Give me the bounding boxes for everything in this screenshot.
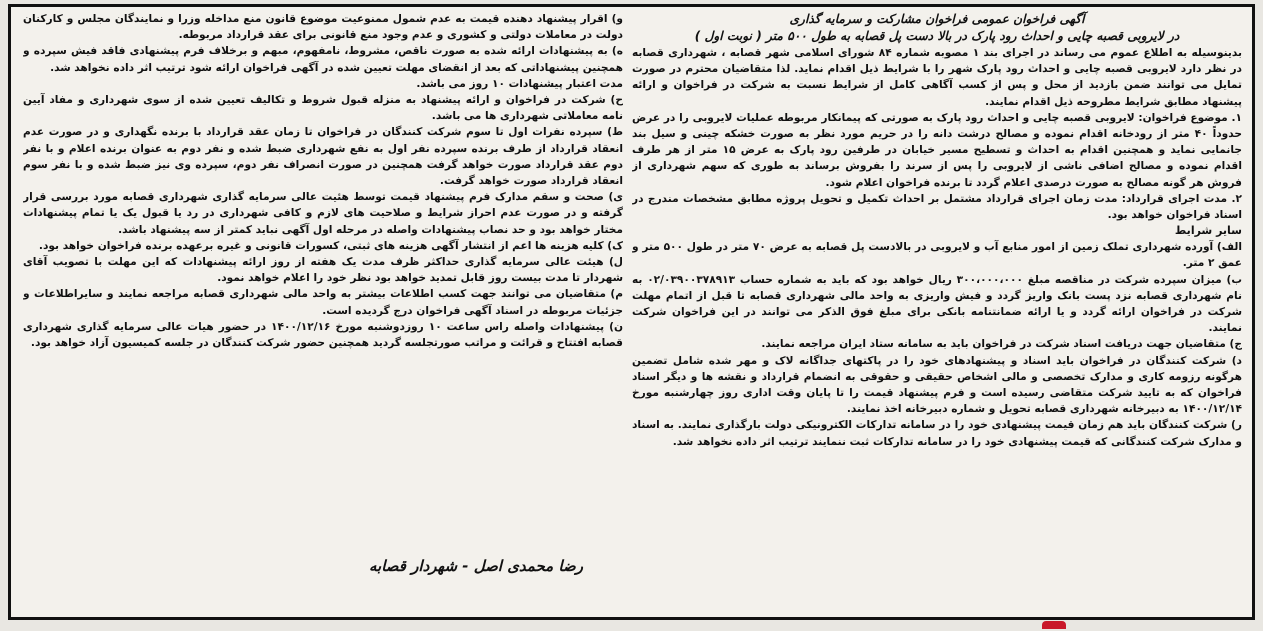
condition-item: ک) کلیه هزینه ها اعم از انتشار آگهی هزینه های ثبتی، کسورات قانونی و غیره برعهده برنده فراخوان خواهد بود. [38,239,623,252]
condition-item: ی) صحت و سقم مدارک فرم پیشنهاد قیمت توسط هئیت عالی سرمایه گذاری شهرداری قصابه مورد بررسی قرار گرفته و در صورت عدم احراز شرایط و صلاحیت های لازم و کافی شهرداری در رد یا قبول یک یا تمام پیشنهادات مختار خواهد بود و حد نصاب پیشنهادات واصله در مرحله اول آگهی نباید کمتر از سه پیشنهاد باشد. [23,191,623,236]
condition-item: ط) سپرده نفرات اول تا سوم شرکت کنندگان در فراخوان تا زمان عقد قرارداد با برنده نگهداری و در صورت عدم انعقاد قرارداد از طرف برنده سپرده نفر اول به نفع شهرداری ضبط شده و نفر دوم به عنوان برنده اعلام و با نفر دوم عقد قرارداد صورت خواهد گرفت همچنین در صورت انصراف نفر دوم، سپرده وی نیز ضبط شده و با نفر سوم انعقاد قرارداد صورت خواهد گرفت. [23,126,623,188]
condition-item: ب) میزان سپرده شرکت در مناقصه مبلغ ۳۰۰،۰۰۰،۰۰۰ ریال خواهد بود که باید به شماره حساب ۰۲/۰۳۹۰۰۳۷۸۹۱۳ به نام شهرداری قصابه نزد پست بانک واریز گردد و فیش واریزی به واحد مالی شهرداری قصابه تا قبل از اتمام مهلت شرکت در فراخوان ارائه گردد و یا ارائه ضمانتنامه بانکی برای مبلغ فوق الذکر می توانند در این فراخوان شرکت نمایند. [632,273,1242,335]
condition-item: الف) آورده شهرداری تملک زمین از امور منابع آب و لایروبی در بالادست پل قصابه به عرض ۷۰ متر در طول ۵۰۰ متر و عمق ۲ متر. [632,241,1242,270]
mayor-signature: رضا محمدی اصل - شهردار قصابه [369,557,583,575]
conditions-heading: سایر شرایط [1174,224,1242,238]
validity-line: مدت اعتبار پیشنهادات ۱۰ روز می باشد. [416,77,623,90]
condition-item: ج) متقاضیان جهت دریافت اسناد شرکت در فراخوان باید به سامانه ستاد ایران مراجعه نمایند. [761,338,1242,351]
footer-mark [1042,621,1066,629]
intro-paragraph: بدینوسیله به اطلاع عموم می رساند در اجرای بند ۱ مصوبه شماره ۸۴ شورای اسلامی شهر قصابه ، شهرداری قصابه در نظر دارد لایروبی قصبه چایی و احداث رود پارک شهر را با شرایط ذیل اقدام نماید. لذا متقاضیان محترم در صورت تمایل می توانند ضمن بازدید از محل و پس از کسب آگاهی کامل از شرایط نسبت به شرکت در فراخوان و ارائه پیشنهاد مطابق شرایط مطروحه ذیل اقدام نمایند. [632,47,1242,108]
tender-notice [8,4,1255,620]
condition-item: ن) پیشنهادات واصله راس ساعت ۱۰ روزدوشنبه مورخ ۱۴۰۰/۱۲/۱۶ در حضور هیات عالی سرمایه گذاری شهرداری قصابه افتتاح و قرائت و مراتب صورتجلسه گردید همچنین حضور شرکت کنندگان در جلسه کمیسیون آزاد خواهد بود. [23,320,623,350]
left-column [23,11,623,613]
notice-subtitle: در لایروبی قصبه چایی و احداث رود پارک در بالا دست پل قصابه به طول ۵۰۰ متر ( نوبت اول ) [694,29,1180,43]
subject-paragraph: ۱. موضوع فراخوان: لایروبی قصبه چایی و احداث رود پارک به صورتی که پیمانکار مربوطه عملیات لایروبی را در عرض حدوداً ۴۰ متر از رودخانه اقدام نموده و مصالح درشت دانه را در حریم مورد نظر به صورت خشکه چینی و سیل بند جانمایی نماید و همچنین اقدام به احداث و تسطیح مسیر خیابان در طرفین رود پارک به عرض ۱۵ متر از هر طرف اقدام نموده و مصالح اضافی ناشی از لایروبی را پس از سرند را بفروش برساند به طوری که سهم شهرداری از فروش هر گونه مصالح به صورت درصدی اعلام گردد تا برنده فراخوان اعلام شود. [632,111,1242,189]
condition-item: و) اقرار پیشنهاد دهنده قیمت به عدم شمول ممنوعیت موضوع قانون منع مداخله وزرا و نمایندگان مجلس و کارکنان دولت در معاملات دولتی و کشوری و عدم وجود منع قانونی برای عقد قرارداد مربوطه. [23,13,623,42]
right-column [632,11,1242,613]
condition-item: ل) هیئت عالی سرمایه گذاری حداکثر ظرف مدت یک هفته از روز ارائه پیشنهادات که این مهلت با تصویب آقای شهردار تا مدت بیست روز قابل تمدید خواهد بود نظر خود را اعلام خواهد نمود. [23,256,623,285]
condition-item: ر) شرکت کنندگان باید هم زمان قیمت پیشنهادی خود را در سامانه تدارکات الکترونیکی دولت بارگذاری نمایند. به اسناد و مدارک شرکت کنندگانی که قیمت پیشنهادی خود را در سامانه تدارکات ثبت ننمایند ترتیب اثر داده نخواهد شد. [632,419,1242,448]
condition-item: ح) شرکت در فراخوان و ارائه پیشنهاد به منزله قبول شروط و تکالیف تعیین شده از سوی شهرداری و مفاد آیین نامه معاملاتی شهرداری ها می باشد. [23,94,623,123]
condition-item: م) متقاضیان می توانند جهت کسب اطلاعات بیشتر به واحد مالی شهرداری قصابه مراجعه نمایند و سایراطلاعات و جزئیات مربوطه در اسناد آگهی فراخوان درج گردیده است. [23,288,623,317]
duration-paragraph: ۲. مدت اجرای قرارداد: مدت زمان اجرای قرارداد مشتمل بر احداث تکمیل و تحویل پروژه مطابق مشخصات مندرج در اسناد فراخوان خواهد بود. [632,192,1242,222]
condition-item: د) شرکت کنندگان در فراخوان باید اسناد و پیشنهادهای خود را در پاکتهای جداگانه لاک و مهر شده شامل تضمین هرگونه رزومه کاری و مدارک تخصصی و مالی اشخاص حقیقی و حقوقی به انضمام قرارداد و نقشه ها و دیگر اسناد فراخوان که به تایید شرکت متقاضی رسیده است و فرم پیشنهاد قیمت را تا پایان وقت اداری روز چهارشنبه مورخ ۱۴۰۰/۱۲/۱۴ به دبیرخانه شهرداری قصابه تحویل و شماره دبیرخانه اخذ نمایند. [632,354,1242,416]
notice-title: آگهی فراخوان عمومی فراخوان مشارکت و سرمایه گذاری [789,12,1085,26]
condition-item: ه) به پیشنهادات ارائه شده به صورت ناقص، مشروط، نامفهوم، مبهم و برخلاف فرم پیشنهادی فاقد فیش سپرده و همچنین پیشنهاداتی که بعد از انقضای مهلت تعیین شده در آگهی فراخوان ارائه شود ترتیب اثر داده نخواهد شد. [23,45,623,74]
